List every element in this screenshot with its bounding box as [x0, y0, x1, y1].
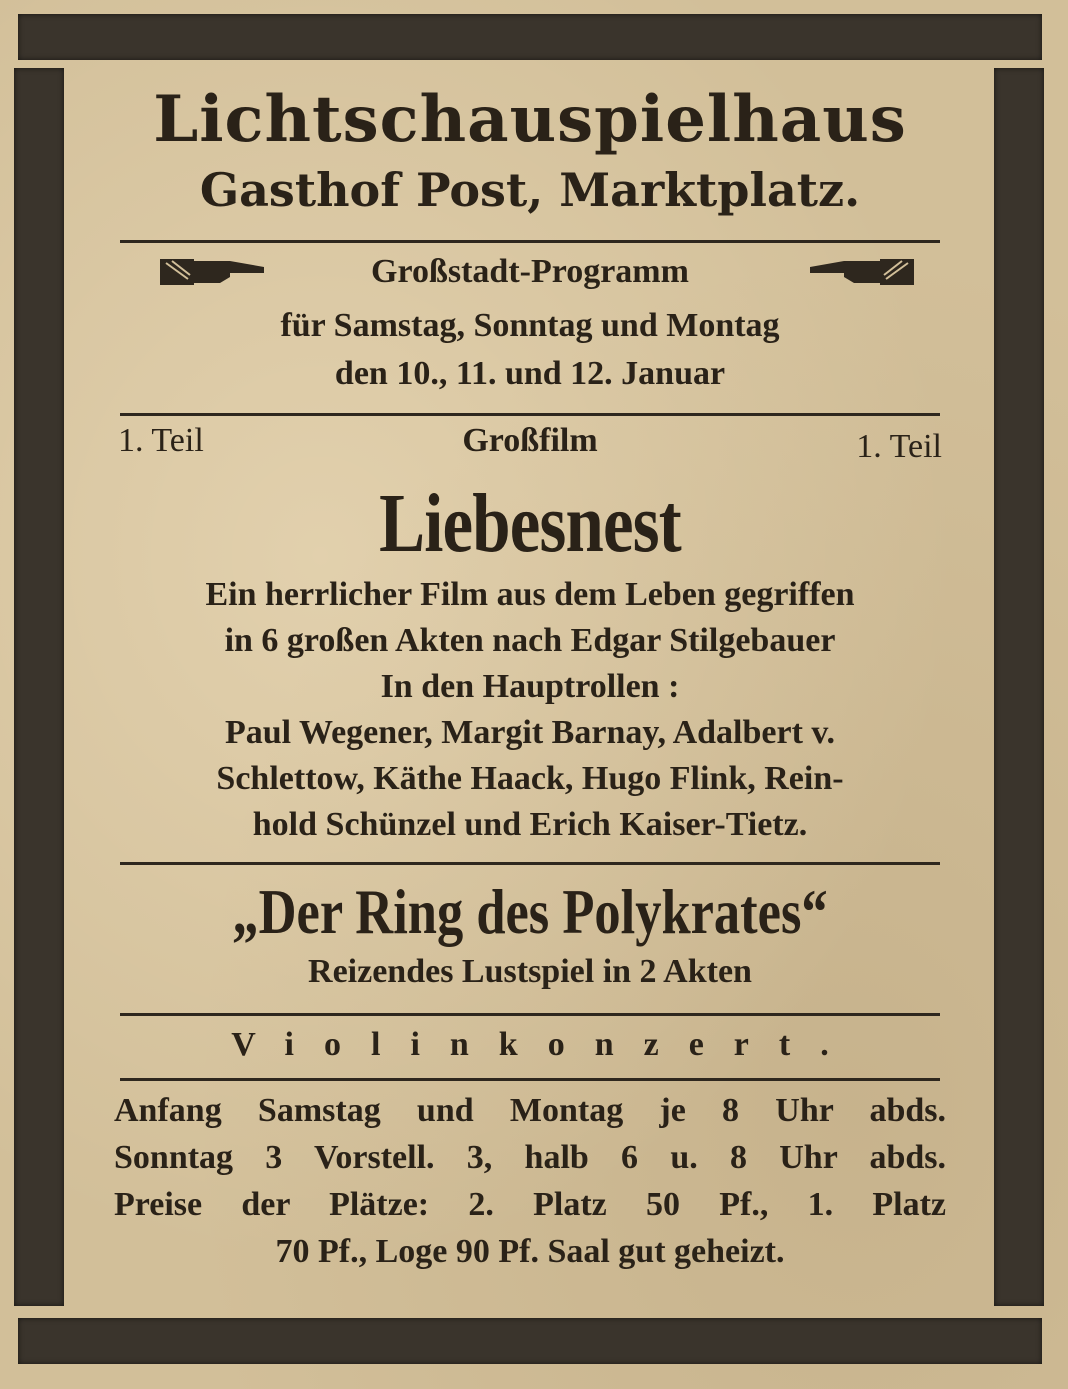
film1-cast-heading: In den Hauptrollen :: [380, 668, 680, 705]
program-heading-row: [110, 243, 950, 303]
part-label-right: 1. Teil: [856, 428, 942, 465]
program-days: für Samstag, Sonntag und Montag: [280, 307, 780, 344]
film1-description-line: in 6 großen Akten nach Edgar Stilgebauer: [224, 622, 836, 659]
film2-description: Reizendes Lustspiel in 2 Akten: [308, 953, 752, 990]
info-line: Sonntag 3 Vorstell. 3, halb 6 u. 8 Uhr abds.: [114, 1139, 946, 1176]
border-bottom: [18, 1318, 1042, 1364]
part-label-left: 1. Teil: [118, 422, 204, 459]
concert-label: Violinkonzert.: [231, 1026, 859, 1063]
border-left: [14, 68, 64, 1306]
program-dates: den 10., 11. und 12. Januar: [334, 355, 726, 392]
film1-cast-line: Schlettow, Käthe Haack, Hugo Flink, Rein-: [216, 760, 844, 797]
film1-cast-line: Paul Wegener, Margit Barnay, Adalbert v.: [224, 714, 836, 751]
film1-cast-line: hold Schünzel und Erich Kaiser-Tietz.: [252, 806, 808, 843]
info-block: [110, 1081, 950, 1275]
info-line: Preise der Plätze: 2. Platz 50 Pf., 1. Platz: [114, 1186, 946, 1223]
border-top: [18, 14, 1042, 60]
advertisement: [110, 70, 950, 1310]
pointing-hand-icon: [804, 253, 914, 289]
theater-address: Gasthof Post, Marktplatz.: [199, 163, 861, 217]
divider: [120, 862, 940, 865]
theater-name: Lichtschauspielhaus: [153, 82, 907, 157]
film2-title: „Der Ring des Polykrates“: [232, 876, 828, 947]
film1-description-line: Ein herrlicher Film aus dem Leben gegriffen: [205, 576, 855, 613]
info-line: 70 Pf., Loge 90 Pf. Saal gut geheizt.: [275, 1233, 785, 1270]
info-line: Anfang Samstag und Montag je 8 Uhr abds.: [114, 1092, 946, 1129]
film1-category: Großfilm: [462, 422, 598, 459]
border-right: [994, 68, 1044, 1306]
film1-title: Liebesnest: [379, 477, 681, 570]
film1-header-row: [110, 416, 950, 476]
program-heading: Großstadt-Programm: [371, 253, 689, 290]
